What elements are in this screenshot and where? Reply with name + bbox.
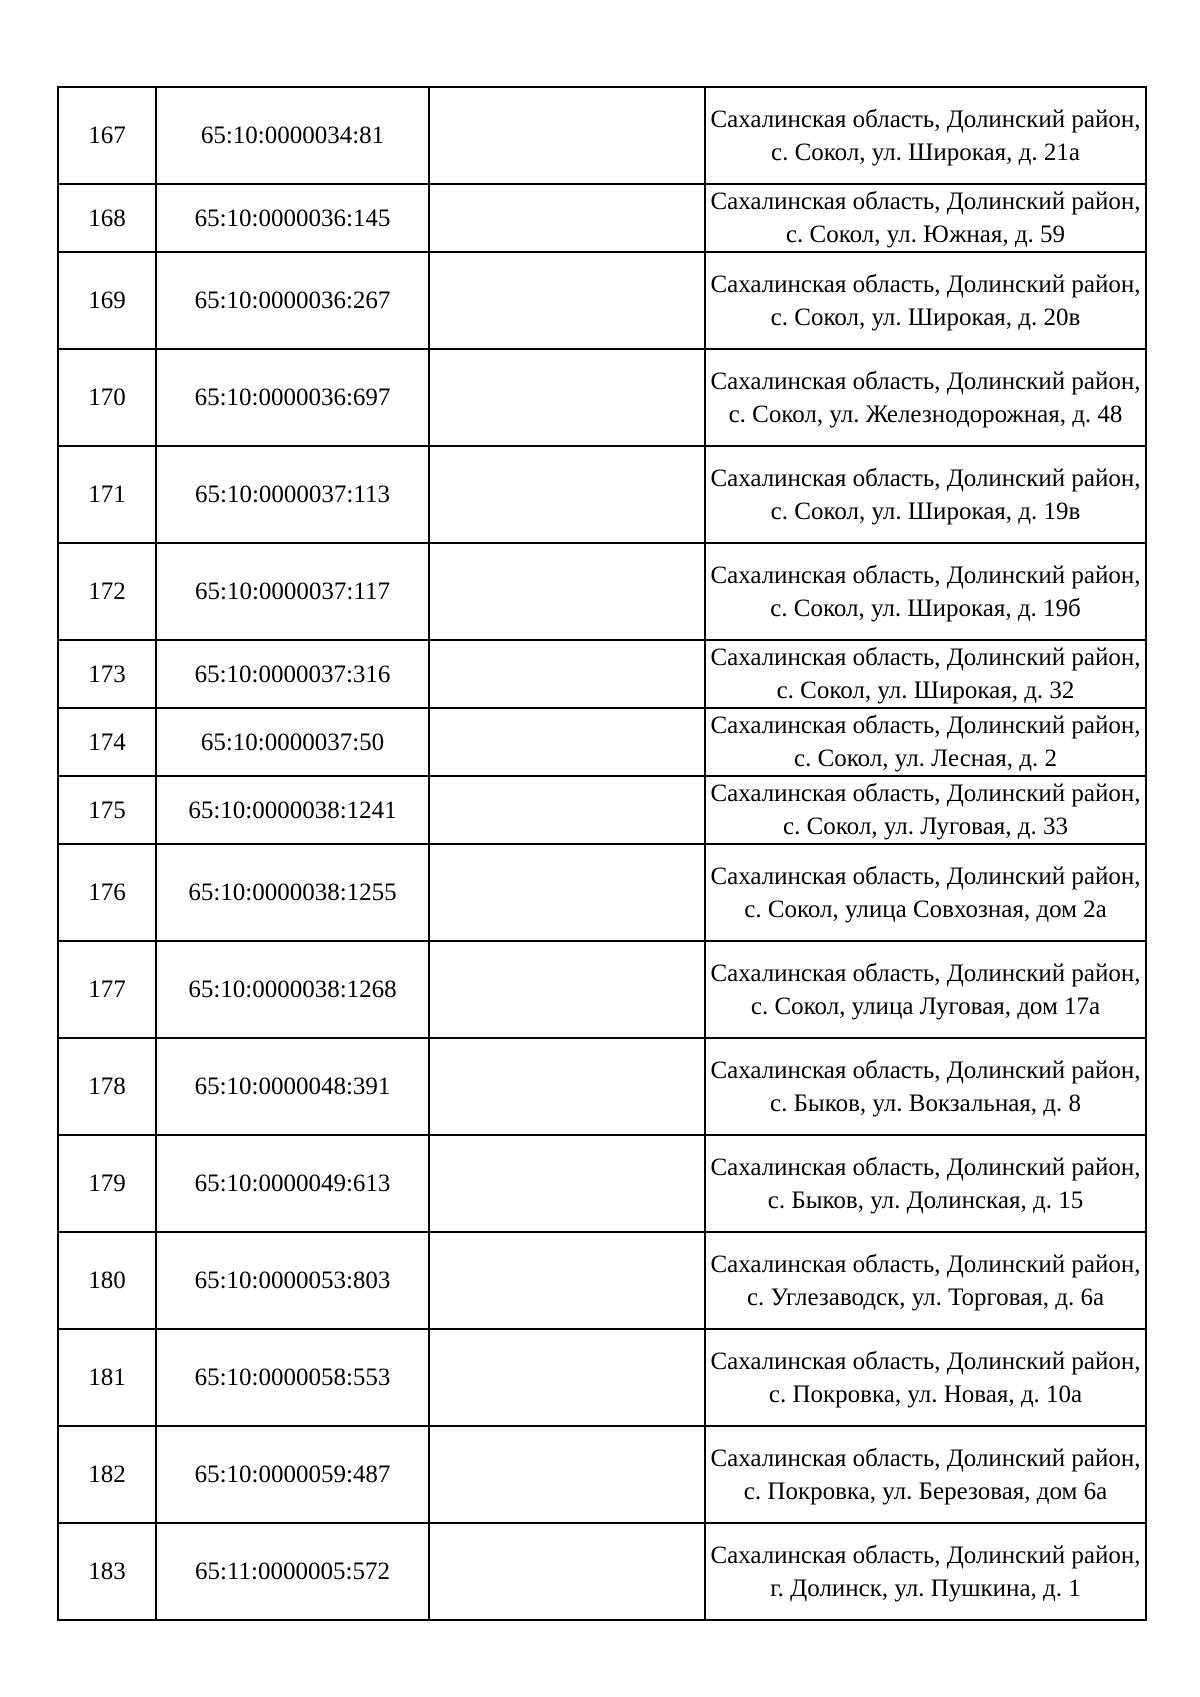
empty-cell (429, 776, 705, 844)
address-cell: Сахалинская область, Долинский район, с. Сокол, ул. Южная, д. 59 (705, 184, 1146, 252)
row-number-cell: 176 (58, 844, 156, 941)
empty-cell (429, 1135, 705, 1232)
cadastral-number-cell: 65:10:0000038:1268 (156, 941, 429, 1038)
table-row (58, 640, 1146, 708)
empty-cell (429, 1329, 705, 1426)
row-number-cell: 173 (58, 640, 156, 708)
cadastral-number-cell: 65:10:0000037:50 (156, 708, 429, 776)
empty-cell (429, 1232, 705, 1329)
row-number-cell: 177 (58, 941, 156, 1038)
cadastral-number-cell: 65:10:0000048:391 (156, 1038, 429, 1135)
address-cell: Сахалинская область, Долинский район, с. Покровка, ул. Новая, д. 10а (705, 1329, 1146, 1426)
address-cell: Сахалинская область, Долинский район, с. Сокол, улица Луговая, дом 17а (705, 941, 1146, 1038)
table-row (58, 941, 1146, 1038)
address-cell: Сахалинская область, Долинский район, с. Быков, ул. Долинская, д. 15 (705, 1135, 1146, 1232)
row-number-cell: 179 (58, 1135, 156, 1232)
address-cell: Сахалинская область, Долинский район, с. Сокол, ул. Широкая, д. 19б (705, 543, 1146, 640)
empty-cell (429, 87, 705, 184)
table-row (58, 1426, 1146, 1523)
table-row (58, 252, 1146, 349)
empty-cell (429, 446, 705, 543)
table-row (58, 1135, 1146, 1232)
table-row (58, 1232, 1146, 1329)
table-row (58, 776, 1146, 844)
table-row (58, 708, 1146, 776)
cadastral-number-cell: 65:10:0000053:803 (156, 1232, 429, 1329)
row-number-cell: 180 (58, 1232, 156, 1329)
table-row (58, 446, 1146, 543)
cadastral-number-cell: 65:10:0000037:117 (156, 543, 429, 640)
cadastral-number-cell: 65:10:0000059:487 (156, 1426, 429, 1523)
address-cell: Сахалинская область, Долинский район, с. Сокол, ул. Железнодорожная, д. 48 (705, 349, 1146, 446)
address-cell: Сахалинская область, Долинский район, с. Сокол, ул. Широкая, д. 19в (705, 446, 1146, 543)
table-body (58, 87, 1146, 1620)
row-number-cell: 167 (58, 87, 156, 184)
row-number-cell: 178 (58, 1038, 156, 1135)
empty-cell (429, 184, 705, 252)
table-row (58, 1329, 1146, 1426)
address-cell: Сахалинская область, Долинский район, с. Сокол, улица Совхозная, дом 2а (705, 844, 1146, 941)
row-number-cell: 171 (58, 446, 156, 543)
empty-cell (429, 708, 705, 776)
cadastral-number-cell: 65:10:0000037:316 (156, 640, 429, 708)
address-cell: Сахалинская область, Долинский район, с. Сокол, ул. Лесная, д. 2 (705, 708, 1146, 776)
cadastral-number-cell: 65:10:0000037:113 (156, 446, 429, 543)
row-number-cell: 183 (58, 1523, 156, 1620)
empty-cell (429, 844, 705, 941)
address-cell: Сахалинская область, Долинский район, с. Сокол, ул. Широкая, д. 21а (705, 87, 1146, 184)
cadastral-number-cell: 65:10:0000036:697 (156, 349, 429, 446)
table-row (58, 1038, 1146, 1135)
cadastral-number-cell: 65:10:0000036:267 (156, 252, 429, 349)
row-number-cell: 182 (58, 1426, 156, 1523)
address-cell: Сахалинская область, Долинский район, с. Сокол, ул. Широкая, д. 20в (705, 252, 1146, 349)
row-number-cell: 181 (58, 1329, 156, 1426)
row-number-cell: 168 (58, 184, 156, 252)
empty-cell (429, 1038, 705, 1135)
cadastral-number-cell: 65:10:0000038:1241 (156, 776, 429, 844)
cadastral-number-cell: 65:10:0000036:145 (156, 184, 429, 252)
table-row (58, 184, 1146, 252)
table-row (58, 87, 1146, 184)
table-row (58, 1523, 1146, 1620)
empty-cell (429, 1426, 705, 1523)
address-cell: Сахалинская область, Долинский район, с. Сокол, ул. Широкая, д. 32 (705, 640, 1146, 708)
row-number-cell: 174 (58, 708, 156, 776)
row-number-cell: 169 (58, 252, 156, 349)
address-cell: Сахалинская область, Долинский район, с. Покровка, ул. Березовая, дом 6а (705, 1426, 1146, 1523)
address-cell: Сахалинская область, Долинский район, г. Долинск, ул. Пушкина, д. 1 (705, 1523, 1146, 1620)
row-number-cell: 170 (58, 349, 156, 446)
table-row (58, 349, 1146, 446)
address-cell: Сахалинская область, Долинский район, с. Сокол, ул. Луговая, д. 33 (705, 776, 1146, 844)
cadastral-number-cell: 65:10:0000058:553 (156, 1329, 429, 1426)
address-cell: Сахалинская область, Долинский район, с. Углезаводск, ул. Торговая, д. 6а (705, 1232, 1146, 1329)
cadastral-number-cell: 65:10:0000038:1255 (156, 844, 429, 941)
empty-cell (429, 252, 705, 349)
empty-cell (429, 640, 705, 708)
table-row (58, 543, 1146, 640)
property-table (57, 86, 1147, 1621)
cadastral-number-cell: 65:11:0000005:572 (156, 1523, 429, 1620)
row-number-cell: 172 (58, 543, 156, 640)
table-row (58, 844, 1146, 941)
empty-cell (429, 941, 705, 1038)
empty-cell (429, 1523, 705, 1620)
address-cell: Сахалинская область, Долинский район, с. Быков, ул. Вокзальная, д. 8 (705, 1038, 1146, 1135)
empty-cell (429, 543, 705, 640)
row-number-cell: 175 (58, 776, 156, 844)
cadastral-number-cell: 65:10:0000034:81 (156, 87, 429, 184)
cadastral-number-cell: 65:10:0000049:613 (156, 1135, 429, 1232)
empty-cell (429, 349, 705, 446)
